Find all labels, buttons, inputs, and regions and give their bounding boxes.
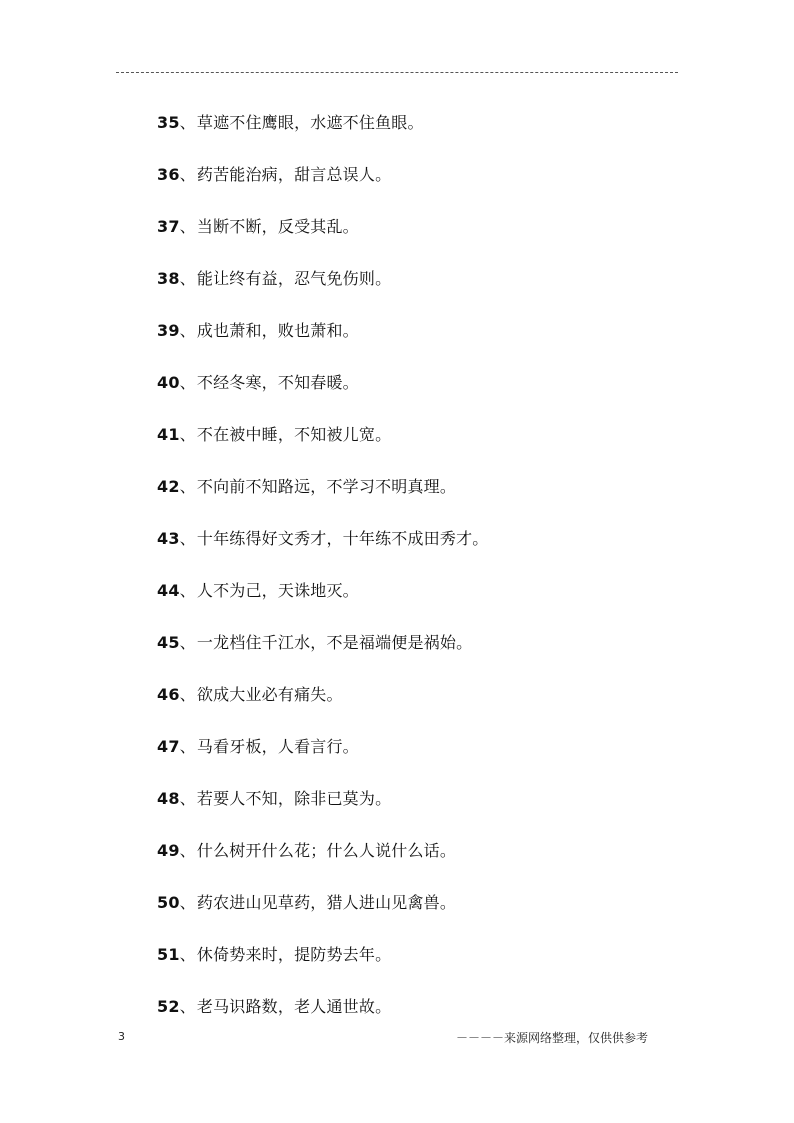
- list-item: [157, 473, 717, 525]
- entry-text: 马看牙板，人看言行。: [196, 737, 359, 756]
- entry-number: 49: [157, 841, 180, 860]
- entry-text: 能让终有益，忍气免伤则。: [196, 269, 392, 288]
- page-number: 3: [118, 1030, 125, 1043]
- entry-number: 37: [157, 217, 180, 236]
- entry-text: 药苦能治病，甜言总误人。: [196, 165, 392, 184]
- entry-separator: 、: [179, 945, 196, 964]
- footer-source-note: －－－－来源网络整理，仅供供参考: [456, 1031, 649, 1045]
- entry-separator: 、: [179, 893, 196, 912]
- entry-text: 人不为己，天诛地灭。: [196, 581, 359, 600]
- list-item: [157, 889, 717, 941]
- entry-number: 38: [157, 269, 180, 288]
- list-item: [157, 681, 717, 733]
- entry-number: 45: [157, 633, 180, 652]
- entry-text: 不经冬寒，不知春暖。: [196, 373, 359, 392]
- entry-text: 休倚势来时，提防势去年。: [196, 945, 392, 964]
- entry-text: 欲成大业必有痛失。: [196, 685, 343, 704]
- list-item: [157, 109, 717, 161]
- entry-text: 不向前不知路远，不学习不明真理。: [196, 477, 457, 496]
- entry-separator: 、: [179, 841, 196, 860]
- entry-number: 44: [157, 581, 180, 600]
- entry-number: 43: [157, 529, 180, 548]
- entry-separator: 、: [179, 997, 196, 1016]
- list-item: [157, 161, 717, 213]
- entry-separator: 、: [179, 789, 196, 808]
- entry-text: 一龙档住千江水，不是福端便是祸始。: [196, 633, 473, 652]
- entry-text: 当断不断，反受其乱。: [196, 217, 359, 236]
- proverb-list: [157, 109, 717, 1045]
- entry-number: 50: [157, 893, 180, 912]
- list-item: [157, 525, 717, 577]
- entry-text: 十年练得好文秀才，十年练不成田秀才。: [196, 529, 489, 548]
- entry-separator: 、: [179, 477, 196, 496]
- entry-separator: 、: [179, 425, 196, 444]
- entry-text: 什么树开什么花；什么人说什么话。: [196, 841, 457, 860]
- entry-separator: 、: [179, 269, 196, 288]
- entry-separator: 、: [179, 217, 196, 236]
- entry-separator: 、: [179, 633, 196, 652]
- header-dashed-rule: [116, 72, 678, 73]
- list-item: [157, 213, 717, 265]
- entry-text: 药农进山见草药，猎人进山见禽兽。: [196, 893, 457, 912]
- list-item: [157, 317, 717, 369]
- entry-number: 41: [157, 425, 180, 444]
- list-item: [157, 733, 717, 785]
- entry-text: 老马识路数，老人通世故。: [196, 997, 392, 1016]
- entry-text: 若要人不知，除非已莫为。: [196, 789, 392, 808]
- entry-separator: 、: [179, 321, 196, 340]
- entry-separator: 、: [179, 529, 196, 548]
- list-item: [157, 421, 717, 473]
- entry-separator: 、: [179, 113, 196, 132]
- entry-text: 成也萧和，败也萧和。: [196, 321, 359, 340]
- entry-number: 42: [157, 477, 180, 496]
- list-item: [157, 629, 717, 681]
- entry-number: 51: [157, 945, 180, 964]
- entry-number: 36: [157, 165, 180, 184]
- entry-separator: 、: [179, 685, 196, 704]
- entry-separator: 、: [179, 737, 196, 756]
- entry-number: 46: [157, 685, 180, 704]
- entry-number: 48: [157, 789, 180, 808]
- entry-number: 52: [157, 997, 180, 1016]
- entry-separator: 、: [179, 581, 196, 600]
- entry-text: 不在被中睡，不知被儿宽。: [196, 425, 392, 444]
- entry-text: 草遮不住鹰眼，水遮不住鱼眼。: [196, 113, 424, 132]
- list-item: [157, 265, 717, 317]
- list-item: [157, 941, 717, 993]
- list-item: [157, 369, 717, 421]
- entry-number: 40: [157, 373, 180, 392]
- entry-separator: 、: [179, 373, 196, 392]
- entry-number: 47: [157, 737, 180, 756]
- list-item: [157, 577, 717, 629]
- entry-number: 39: [157, 321, 180, 340]
- list-item: [157, 837, 717, 889]
- entry-separator: 、: [179, 165, 196, 184]
- list-item: [157, 785, 717, 837]
- entry-number: 35: [157, 113, 180, 132]
